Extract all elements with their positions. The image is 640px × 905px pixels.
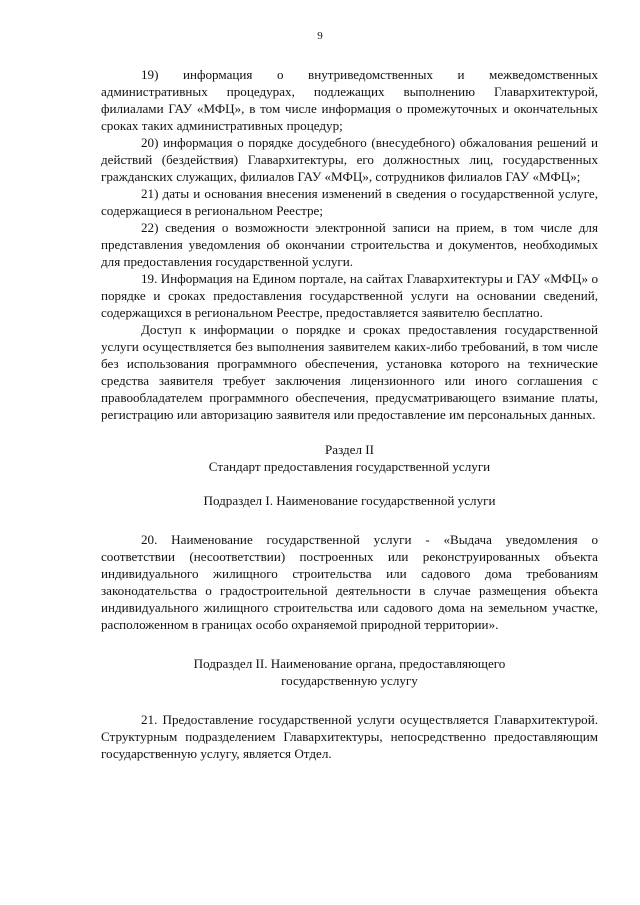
paragraph-item-22: 22) сведения о возможности электронной записи на прием, в том числе для представления уведомления об окончании строительства и документов, необходимых для предоставления государственной услуги.	[101, 220, 598, 269]
paragraph-clause-19: 19. Информация на Едином портале, на сайтах Главархитектуры и ГАУ «МФЦ» о порядке и сроках предоставления государственной услуги на основании сведений, содержащихся в региональном Реестре, предоставляется заявителю бесплатно.	[101, 271, 598, 320]
subsection-2-title-line-2: государственную услугу	[281, 673, 418, 688]
paragraph-item-20: 20) информация о порядке досудебного (внесудебного) обжалования решений и действий (бездействия) Главархитектуры, его должностных лиц, государственных гражданских служащих, филиалов ГАУ «МФЦ», сотрудников филиалов ГАУ «МФЦ»;	[101, 135, 598, 184]
paragraph-clause-21: 21. Предоставление государственной услуги осуществляется Главархитектурой. Структурным подразделением Главархитектуры, непосредственно предоставляющим государственную услугу, является Отдел.	[101, 712, 598, 761]
paragraph-clause-20: 20. Наименование государственной услуги - «Выдача уведомления о соответствии (несоответствии) построенных или реконструированных объекта индивидуального жилищного строительства или садового дома требованиям законодательства о градостроительной деятельности в случае размещения объекта индивидуального жилищного строительства или садового дома на земельном участке, расположенном в границах особо охраняемой природной территории».	[101, 532, 598, 632]
subsection-2-title-line-1: Подраздел II. Наименование органа, предоставляющего	[193, 656, 506, 671]
paragraph-access-info: Доступ к информации о порядке и сроках предоставления государственной услуги осуществляется без выполнения заявителем каких-либо требований, в том числе без использования программного обеспечения, установка которого на технические средства заявителя требует заключения лицензионного или иного соглашения с правообладателем программного обеспечения, предусматривающего взимание платы, регистрацию или авторизацию заявителя или предоставление им персональных данных.	[101, 322, 598, 422]
document-body	[101, 66, 598, 762]
section-title: Раздел II	[324, 442, 375, 457]
paragraph-item-21: 21) даты и основания внесения изменений в сведения о государственной услуге, содержащиеся в региональном Реестре;	[101, 186, 598, 218]
page-number: 9	[317, 30, 323, 42]
paragraph-item-19: 19) информация о внутриведомственных и межведомственных административных процедурах, подлежащих выполнению Главархитектурой, филиалами ГАУ «МФЦ», в том числе информация о промежуточных и окончательных сроках таких административных процедур;	[101, 67, 598, 133]
subsection-1-title: Подраздел I. Наименование государственной услуги	[203, 493, 496, 508]
section-subtitle: Стандарт предоставления государственной услуги	[208, 459, 491, 474]
